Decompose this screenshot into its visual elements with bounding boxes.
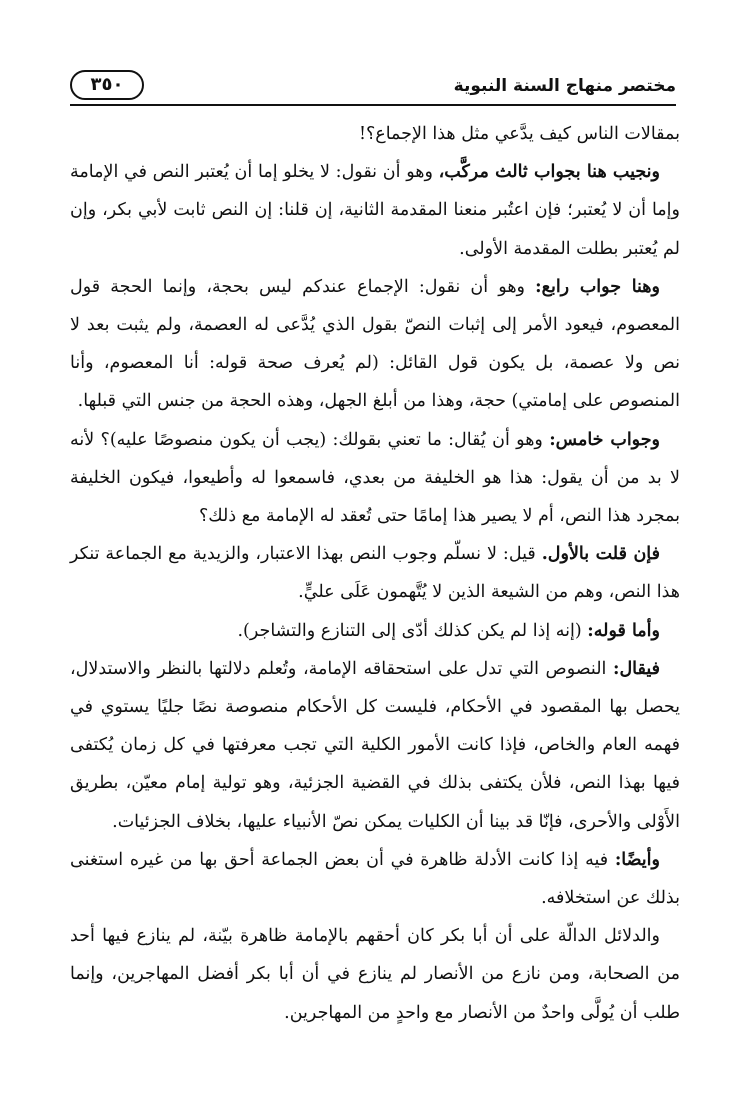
header-rule — [70, 104, 676, 106]
paragraph-text: وهو أن نقول: لا يخلو إما أن يُعتبر النص في الإمامة وإما أن لا يُعتبر؛ فإن اعتُبر منعنا المقدمة الثانية، إن قلنا: إن النص ثابت لأبي بكر، وإن لم يُعتبر بطلت المقدمة الأولى. — [70, 162, 680, 259]
paragraph-6 — [70, 612, 680, 650]
running-title: مختصر منهاج السنة النبوية — [453, 76, 676, 96]
paragraph-lead: ونجيب هنا بجواب ثالث مركَّب، — [438, 162, 660, 183]
paragraph-3 — [70, 268, 680, 421]
paragraph-lead: فإن قلت بالأول. — [541, 544, 660, 565]
paragraph-text: وهو أن يُقال: ما تعني بقولك: (يجب أن يكون منصوصًا عليه)؟ لأنه لا بد من أن يقول: هذا هو الخليفة من بعدي، فاسمعوا له وأطيعوا، فيكون الخليفة بمجرد هذا النص، أم لا يصير هذا إمامًا حتى تُعقد له الإمامة مع ذلك؟ — [70, 429, 680, 527]
paragraph-text: النصوص التي تدل على استحقاقه الإمامة، وتُعلم دلالتها بالنظر والاستدلال، يحصل بها المقصود في الأحكام، فليست كل الأحكام منصوصة نصًا جليًا يستوي في فهمه العام والخاص، فإذا كانت الأمور الكلية التي تجب معرفتها في كل زمان يُكتفى فيها بهذا النص، فلأن يكتفى بذلك في القضية الجزئية، وهو تولية إمام معيّن، بطريق الأَوْلى والأحرى، فإنّا قد بينا أن الكليات يمكن نصّ الأنبياء عليها، بخلاف الجزئيات. — [70, 658, 680, 832]
paragraph-lead: فيقال: — [612, 658, 660, 679]
body-text — [70, 115, 680, 1032]
paragraph-5 — [70, 535, 680, 611]
page-header — [70, 66, 676, 106]
paragraph-4 — [70, 421, 680, 536]
page-number: ٣٥٠ — [70, 70, 144, 100]
paragraph-text: والدلائل الدالّة على أن أبا بكر كان أحقهم بالإمامة ظاهرة بيّنة، لم ينازع فيها أحد من الصحابة، ومن نازع من الأنصار لم ينازع في أن أبا بكر أفضل المهاجرين، وإنما طلب أن يُولَّى واحدٌ من الأنصار مع واحدٍ من المهاجرين. — [70, 926, 680, 1023]
paragraph-lead: وأما قوله: — [587, 620, 660, 641]
paragraph-text: بمقالات الناس كيف يدَّعي مثل هذا الإجماع؟! — [358, 124, 680, 144]
paragraph-text: وهو أن نقول: الإجماع عندكم ليس بحجة، وإنما الحجة قول المعصوم، فيعود الأمر إلى إثبات النصّ بقول الذي يُدَّعى له العصمة، ولم يثبت بعد لا نص ولا عصمة، بل يكون قول القائل: (لم يُعرف صحة قوله: أنا المعصوم، وأنا المنصوص على إمامتي) حجة، وهذا من أبلغ الجهل، وهذه الحجة من جنس التي قبلها. — [70, 276, 680, 412]
paragraph-7 — [70, 650, 680, 841]
paragraph-lead: وأيضًا: — [614, 849, 660, 870]
paragraph-8 — [70, 841, 680, 917]
paragraph-9 — [70, 917, 680, 1032]
paragraph-text: (إنه إذا لم يكن كذلك أدّى إلى التنازع والتشاجر). — [237, 620, 588, 641]
paragraph-lead: وجواب خامس: — [549, 429, 660, 450]
paragraph-1 — [70, 115, 680, 153]
paragraph-text: قيل: لا نسلّم وجوب النص بهذا الاعتبار، والزيدية مع الجماعة تنكر هذا النص، وهم من الشيعة الذين لا يُتَّهمون عَلَى عليٍّ. — [70, 544, 680, 603]
paragraph-2 — [70, 153, 680, 268]
paragraph-text: فيه إذا كانت الأدلة ظاهرة في أن بعض الجماعة أحق بها من غيره استغنى بذلك عن استخلافه. — [70, 849, 680, 909]
paragraph-lead: وهنا جواب رابع: — [535, 276, 660, 297]
